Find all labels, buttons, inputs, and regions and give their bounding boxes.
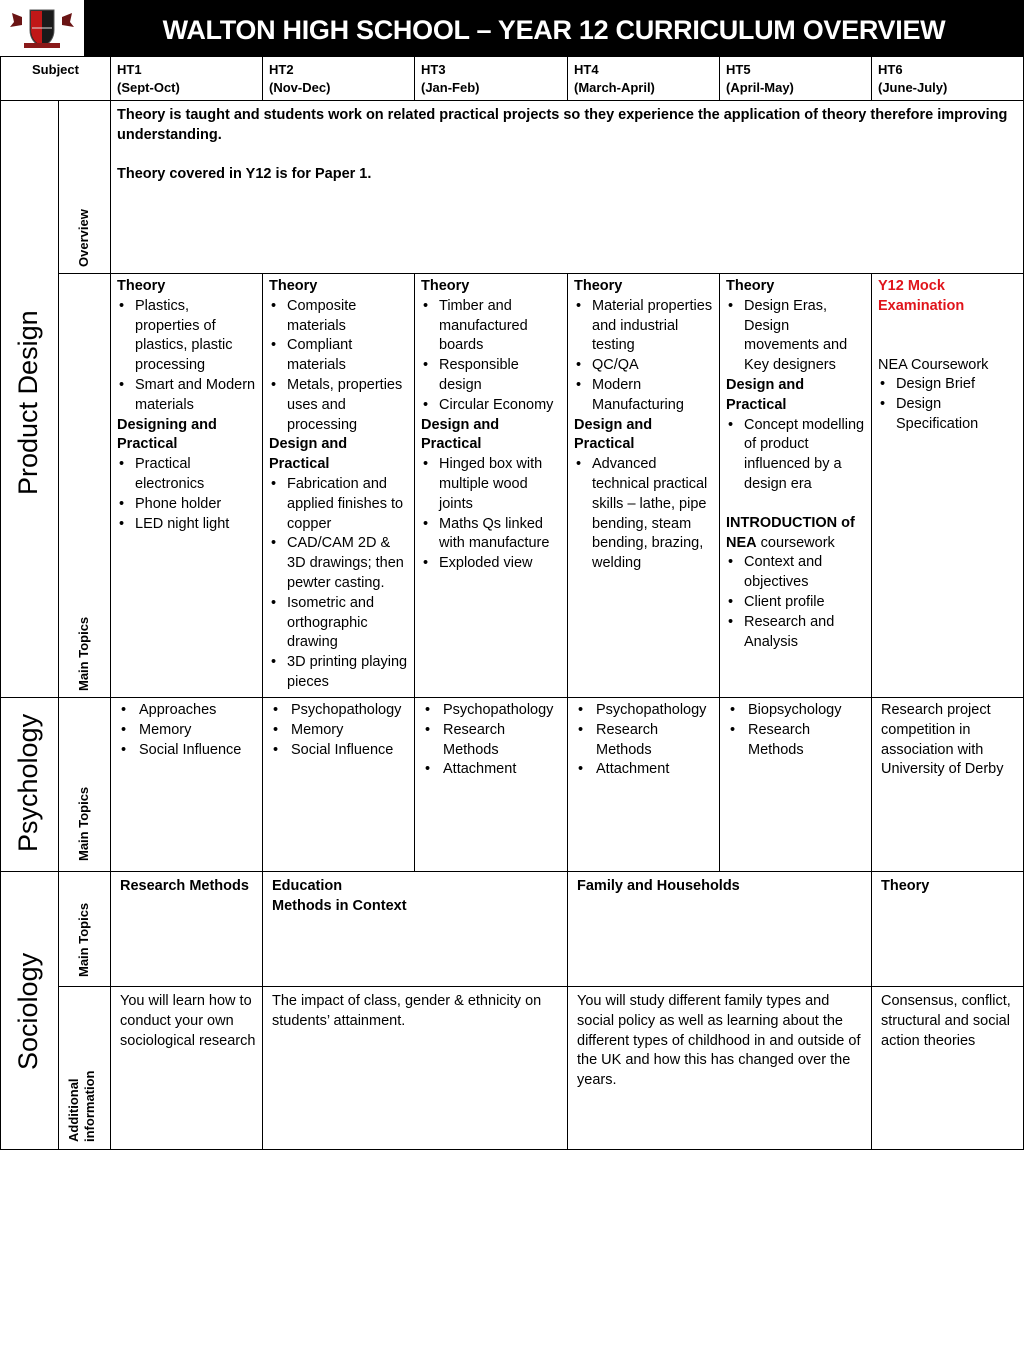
list-item: • Research Methods — [576, 721, 713, 761]
topic-title: Education — [272, 878, 343, 894]
subject-name: Psychology — [12, 713, 43, 852]
product-design-subject-cell — [0, 100, 59, 698]
term-code: HT5 — [726, 62, 751, 77]
sociology-topic-ht6 — [871, 871, 1024, 987]
list-item: • Compliant materials — [269, 336, 408, 376]
list-item: • Practical electronics — [117, 455, 256, 495]
list-item: • Exploded view — [421, 554, 561, 574]
list-item: • Biopsychology — [728, 701, 865, 721]
list-item: • Context and objectives — [726, 553, 865, 593]
term-months: (June-July) — [878, 80, 948, 95]
topic-title: Theory — [881, 878, 930, 894]
term-header-ht1 — [110, 56, 263, 101]
topic-title: Family and Households — [577, 878, 740, 894]
list-item: • Material properties and industrial testing — [574, 297, 713, 356]
list-item: • Composite materials — [269, 297, 408, 337]
list-item: • Attachment — [576, 760, 713, 780]
research-project-text: Research project competition in association with University of Derby — [881, 702, 1004, 778]
practical-heading: Design and Practical — [269, 436, 348, 473]
practical-heading: Design and Practical — [574, 416, 653, 453]
sociology-info-ht4-ht5 — [567, 986, 872, 1150]
term-code: HT3 — [421, 62, 446, 77]
label-line: Additional — [65, 1078, 81, 1142]
subject-column-header — [0, 56, 111, 101]
nea-intro-bold: INTRODUCTION of NEA — [726, 514, 855, 551]
page-header — [0, 0, 1024, 56]
nea-coursework-heading: NEA Coursework — [878, 356, 989, 373]
practical-heading: Design and Practical — [726, 376, 805, 413]
info-text: You will study different family types and social policy as well as learning about the different types of childhood in and outside of the UK and how this has changed over the years. — [577, 993, 861, 1089]
info-text: You will learn how to conduct your own sociological research — [120, 993, 256, 1049]
list-item: • Client profile — [726, 593, 865, 613]
practical-heading: Designing and Practical — [117, 416, 217, 453]
term-months: (Nov-Dec) — [269, 80, 331, 95]
product-design-ht5 — [719, 273, 872, 698]
term-months: (Sept-Oct) — [117, 80, 180, 95]
info-text: The impact of class, gender & ethnicity on students’ attainment. — [272, 993, 542, 1029]
psychology-subject-cell — [0, 697, 59, 872]
row-label-main-topics: Main Topics — [75, 786, 91, 861]
product-design-overview — [110, 100, 1024, 274]
list-item: • Maths Qs linked with manufacture — [421, 515, 561, 555]
nea-intro-rest: coursework — [756, 534, 835, 551]
overview-paper-note: Theory covered in Y12 is for Paper 1. — [117, 165, 372, 182]
list-item: • Responsible design — [421, 356, 561, 396]
sociology-topic-ht2-ht3 — [262, 871, 568, 987]
term-header-ht4 — [567, 56, 720, 101]
term-code: HT6 — [878, 62, 903, 77]
list-item: • Psychopathology — [271, 701, 408, 721]
school-crest-icon — [0, 0, 84, 56]
theory-heading: Theory — [269, 278, 318, 294]
sociology-subject-cell — [0, 871, 59, 1150]
topic-title: Research Methods — [120, 878, 249, 894]
nea-intro-heading — [726, 514, 865, 554]
list-item: • Plastics, properties of plastics, plastic processing — [117, 297, 256, 376]
sociology-topic-ht1 — [110, 871, 263, 987]
row-label-main-topics: Main Topics — [75, 902, 91, 977]
row-label-additional-information — [66, 1071, 98, 1143]
theory-heading: Theory — [117, 278, 166, 294]
mock-exam-heading: Y12 Mock Examination — [878, 278, 965, 314]
sociology-info-ht1 — [110, 986, 263, 1150]
term-months: (Jan-Feb) — [421, 80, 480, 95]
list-item: • Fabrication and applied finishes to copper — [269, 475, 408, 534]
list-item: • CAD/CAM 2D & 3D drawings; then pewter casting. — [269, 534, 408, 593]
list-item: • Research and Analysis — [726, 613, 865, 653]
term-months: (March-April) — [574, 80, 655, 95]
term-code: HT4 — [574, 62, 599, 77]
school-logo — [0, 0, 84, 56]
list-item: • Psychopathology — [576, 701, 713, 721]
list-item: • Design Specification — [878, 395, 1017, 435]
psychology-ht5 — [719, 697, 872, 872]
list-item: • Memory — [119, 721, 256, 741]
sociology-topic-ht4-ht5 — [567, 871, 872, 987]
list-item: • Circular Economy — [421, 396, 561, 416]
list-item: • Psychopathology — [423, 701, 561, 721]
row-label-overview: Overview — [75, 209, 91, 267]
row-label-main-topics: Main Topics — [75, 616, 91, 691]
main-topics-label-cell — [58, 871, 111, 987]
list-item: • Isometric and orthographic drawing — [269, 594, 408, 653]
list-item: • Approaches — [119, 701, 256, 721]
list-item: • Metals, properties uses and processing — [269, 376, 408, 435]
list-item: • Smart and Modern materials — [117, 376, 256, 416]
list-item: • Social Influence — [271, 741, 408, 761]
page-title: WALTON HIGH SCHOOL – YEAR 12 CURRICULUM OVERVIEW — [162, 15, 946, 45]
product-design-ht1 — [110, 273, 263, 698]
topic-title: Methods in Context — [272, 897, 407, 914]
list-item: • Phone holder — [117, 495, 256, 515]
list-item: • Attachment — [423, 760, 561, 780]
psychology-ht1 — [110, 697, 263, 872]
term-header-ht5 — [719, 56, 872, 101]
list-item: • Social Influence — [119, 741, 256, 761]
info-text: Consensus, conflict, structural and social action theories — [881, 993, 1011, 1049]
list-item: • Advanced technical practical skills – lathe, pipe bending, steam bending, brazing, welding — [574, 455, 713, 574]
theory-heading: Theory — [726, 278, 775, 294]
term-code: HT2 — [269, 62, 294, 77]
product-design-ht4 — [567, 273, 720, 698]
product-design-ht6 — [871, 273, 1024, 698]
additional-info-label-cell — [58, 986, 111, 1150]
overview-text: Theory is taught and students work on related practical projects so they experience the application of theory therefore improving understanding. — [117, 107, 1008, 143]
list-item: • Design Eras, Design movements and Key designers — [726, 297, 865, 376]
term-months: (April-May) — [726, 80, 794, 95]
psychology-ht6 — [871, 697, 1024, 872]
list-item: • Design Brief — [878, 375, 1017, 395]
sociology-info-ht6 — [871, 986, 1024, 1150]
product-design-ht3 — [414, 273, 568, 698]
product-design-ht2 — [262, 273, 415, 698]
sociology-info-ht2-ht3 — [262, 986, 568, 1150]
theory-heading: Theory — [574, 278, 623, 294]
list-item: • Modern Manufacturing — [574, 376, 713, 416]
list-item: • 3D printing playing pieces — [269, 653, 408, 693]
psychology-ht3 — [414, 697, 568, 872]
label-line: information — [81, 1070, 97, 1142]
list-item: • Research Methods — [728, 721, 865, 761]
overview-label-cell — [58, 100, 111, 274]
subject-name: Sociology — [12, 952, 43, 1070]
list-item: • Memory — [271, 721, 408, 741]
list-item: • QC/QA — [574, 356, 713, 376]
main-topics-label-cell — [58, 697, 111, 872]
subject-name: Product Design — [12, 310, 43, 495]
subject-header-label: Subject — [32, 62, 79, 77]
psychology-ht4 — [567, 697, 720, 872]
main-topics-label-cell — [58, 273, 111, 698]
term-header-ht2 — [262, 56, 415, 101]
practical-heading: Design and Practical — [421, 416, 500, 453]
list-item: • Timber and manufactured boards — [421, 297, 561, 356]
list-item: • Research Methods — [423, 721, 561, 761]
list-item: • Hinged box with multiple wood joints — [421, 455, 561, 514]
list-item: • Concept modelling of product influenced by a design era — [726, 416, 865, 495]
theory-heading: Theory — [421, 278, 470, 294]
list-item: • LED night light — [117, 515, 256, 535]
term-header-ht6 — [871, 56, 1024, 101]
term-code: HT1 — [117, 62, 142, 77]
term-header-ht3 — [414, 56, 568, 101]
psychology-ht2 — [262, 697, 415, 872]
